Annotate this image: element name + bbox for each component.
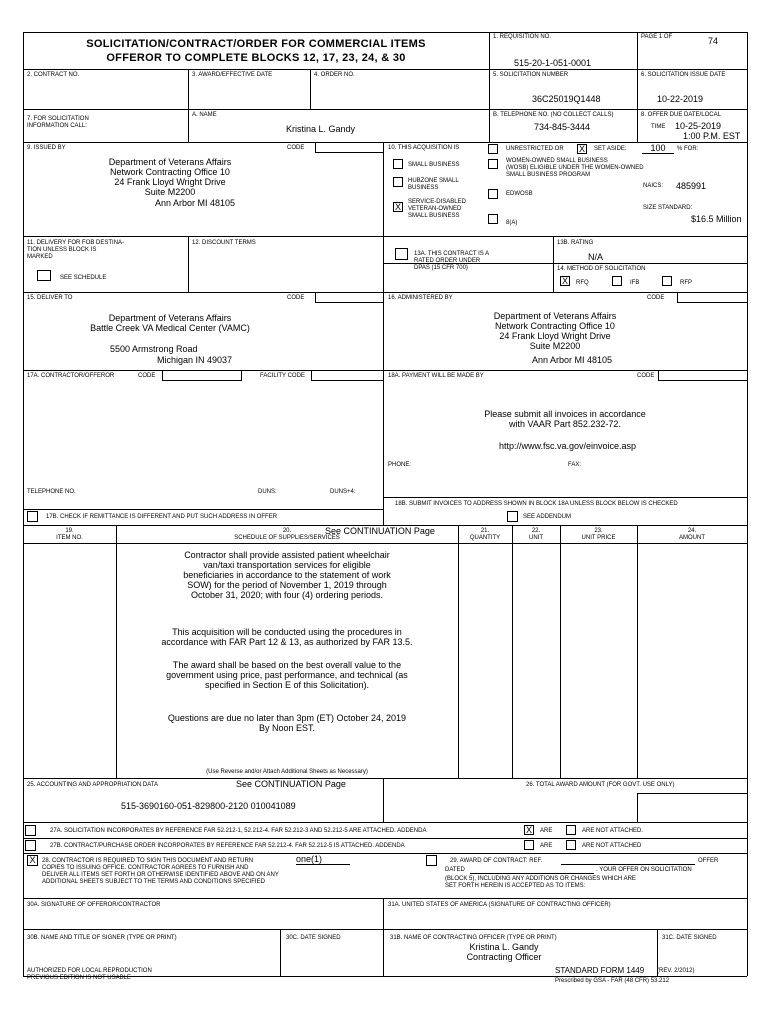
page-total: 74	[708, 36, 719, 46]
fax-label: FAX:	[568, 462, 582, 468]
small-business-checkbox[interactable]	[393, 159, 403, 169]
offeror-signature-label: 30A. SIGNATURE OF OFFEROR/CONTRACTOR	[27, 902, 161, 908]
name-label: A. NAME	[192, 112, 217, 118]
ifb-label: IFB	[630, 280, 640, 286]
27b-label: 27B. CONTRACT/PURCHASE ORDER INCORPORATES BY REFERENCE FAR 52.212-4. FAR 52.212-5 IS ATTACHED. ADDENDA	[50, 843, 405, 849]
telephone-no-label: TELEPHONE NO.	[27, 489, 76, 495]
invoice-instructions: Please submit all invoices in accordance with VAAR Part 852.232-72.	[484, 409, 646, 429]
administered-by-address: Department of Veterans Affairs Network Contracting Office 10 24 Frank Lloyd Wright Drive Suite M2200	[493, 311, 617, 351]
total-award-field[interactable]	[637, 793, 747, 822]
sdvosb-checkbox[interactable]: X	[394, 202, 401, 212]
set-aside-checkbox[interactable]: X	[578, 144, 585, 154]
unit-header: 22. UNIT	[529, 528, 543, 541]
schedule-award-basis: The award shall be based on the best overall value to the government using price, past performance, and technical (as specified in Section E of this Solicitation).	[166, 660, 408, 690]
sdvosb-label: SERVICE-DISABLED VETERAN-OWNED SMALL BUSINESS	[408, 199, 466, 219]
schedule-questions: Questions are due no later than 3pm (ET) October 24, 2019 By Noon EST.	[167, 713, 407, 733]
award-of-contract-label: 29. AWARD OF CONTRACT: REF.	[450, 858, 543, 864]
27a-are-label: ARE	[540, 828, 553, 834]
administered-by-label: 16. ADMINISTERED BY	[388, 295, 453, 301]
schedule-procedures: This acquisition will be conducted using the procedures in accordance with FAR Part 12 & 13, as authorized by FAR 13.5.	[161, 627, 413, 647]
officer-date-label: 31C. DATE SIGNED	[662, 935, 717, 941]
issued-by-city: Ann Arbor MI 48105	[155, 198, 236, 208]
payment-code-field[interactable]	[658, 371, 747, 381]
time-label: TIME	[651, 124, 666, 130]
ifb-checkbox[interactable]	[612, 276, 622, 286]
contract-no-label: 2. CONTRACT NO.	[27, 72, 80, 78]
edwosb-checkbox[interactable]	[488, 189, 498, 199]
wosb-checkbox[interactable]	[488, 159, 498, 169]
method-label: 14. METHOD OF SOLICITATION	[557, 266, 646, 272]
order-no-label: 4. ORDER NO.	[314, 72, 355, 78]
issue-date: 10-22-2019	[657, 94, 704, 104]
issued-by-code-label: CODE	[287, 145, 305, 151]
page-label: PAGE 1 OF	[641, 34, 673, 40]
see-addendum-label: SEE ADDENDUM	[523, 514, 572, 520]
see-addendum-checkbox[interactable]	[507, 511, 518, 522]
deliver-to-code-field[interactable]	[315, 293, 383, 303]
requisition-label: 1. REQUISITION NO.	[493, 34, 552, 40]
offer-label: OFFER	[698, 858, 719, 864]
requisition-number: 515-20-1-051-0001	[514, 58, 592, 68]
telephone-label: B. TELEPHONE NO. (NO COLLECT CALLS)	[493, 112, 614, 118]
rated-order-checkbox[interactable]	[395, 248, 408, 260]
schedule-description: Contractor shall provide assisted patient wheelchair van/taxi transportation services for eligible beneficiaries in accordance to the statement of work SOW) for the period of November 1, 2019 through October 31, 2020; with four (4) ordering periods.	[183, 550, 391, 600]
signer-name-label: 30B. NAME AND TITLE OF SIGNER (TYPE OR PRINT)	[27, 935, 177, 941]
award-ref-line[interactable]	[561, 864, 695, 865]
quantity-header: 21. QUANTITY	[469, 528, 501, 541]
deliver-to-code-label: CODE	[287, 295, 305, 301]
rfq-label: RFQ	[576, 280, 589, 286]
offeror-date-label: 30C. DATE SIGNED	[286, 935, 341, 941]
size-standard-value: $16.5 Million	[691, 214, 742, 224]
form-title: SOLICITATION/CONTRACT/ORDER FOR COMMERCIAL ITEMS OFFEROR TO COMPLETE BLOCKS 12, 17, 23, 24, & 30	[86, 38, 426, 64]
footer-reproduction-note: AUTHORIZED FOR LOCAL REPRODUCTION PREVIOUS EDITION IS NOT USABLE	[27, 968, 152, 981]
rating-label: 13B. RATING	[557, 240, 594, 246]
standard-form-label: STANDARD FORM 1449	[555, 966, 645, 975]
prescribed-by: Prescribed by GSA - FAR (48 CFR) 53.212	[555, 978, 670, 984]
rfp-label: RFP	[680, 280, 692, 286]
wosb-label: WOMEN-OWNED SMALL BUSINESS (WOSB) ELIGIBLE UNDER THE WOMEN-OWNED SMALL BUSINESS PROGRAM	[506, 158, 644, 178]
phone-label: PHONE:	[388, 462, 412, 468]
info-call-label: 7. FOR SOLICITATION INFORMATION CALL:	[27, 116, 89, 129]
your-offer-label: . YOUR OFFER ON SOLICITATION	[596, 867, 692, 873]
27a-are-checkbox[interactable]: X	[525, 825, 532, 835]
officer-name: Kristina L. Gandy Contracting Officer	[466, 942, 542, 962]
see-schedule-checkbox[interactable]	[37, 270, 51, 281]
facility-code-label: FACILITY CODE	[260, 373, 305, 379]
27a-checkbox[interactable]	[25, 825, 36, 836]
rating-value: N/A	[588, 252, 604, 262]
telephone-number: 734-845-3444	[534, 122, 591, 132]
schedule-continuation: See CONTINUATION Page	[325, 526, 435, 536]
deliver-to-city: Michigan IN 49037	[157, 355, 233, 365]
hubzone-label: HUBZONE SMALL BUSINESS	[408, 178, 459, 191]
27a-label: 27A. SOLICITATION INCORPORATES BY REFERENCE FAR 52.212-1, 52.212-4. FAR 52.212-3 AND 52.212-5 ARE ATTACHED. ADDENDA	[50, 828, 427, 834]
offer-due-label: 8. OFFER DUE DATE/LOCAL	[641, 112, 721, 118]
solicitation-number-label: 5. SOLICITATION NUMBER	[493, 72, 569, 78]
issued-by-address: Department of Veterans Affairs Network Contracting Office 10 24 Frank Lloyd Wright Drive Suite M2200	[108, 157, 232, 197]
rated-order-label: 13A. THIS CONTRACT IS A RATED ORDER UNDER DPAS (15 CFR 700)	[414, 251, 490, 271]
invoice-url[interactable]: http://www.fsc.va.gov/einvoice.asp	[499, 441, 637, 451]
copies-count: one(1)	[296, 854, 350, 865]
dated-label: DATED	[445, 867, 465, 873]
27a-are-not-checkbox[interactable]	[566, 825, 576, 835]
deliver-to-address: Department of Veterans Affairs Battle Creek VA Medical Center (VAMC)	[90, 313, 250, 333]
27b-checkbox[interactable]	[25, 840, 36, 851]
accounting-continuation: See CONTINUATION Page	[236, 779, 346, 789]
28-label: 28. CONTRACTOR IS REQUIRED TO SIGN THIS DOCUMENT AND RETURN COPIES TO ISSUING OFFICE. CONTRACTOR AGREES TO FURNISH AND DELIVER ALL ITEMS SET FORTH OR OTHERWISE IDENTIFIED ABOVE AND ON ANY ADDITIONAL SHEETS SUBJECT TO THE TERMS AND CONDITIONS SPECIFIED	[42, 858, 279, 885]
issued-by-code-field[interactable]	[315, 143, 383, 153]
amount-header: 24. AMOUNT	[679, 528, 705, 541]
block5-label: (BLOCK 5), INCLUDING ANY ADDITIONS OR CHANGES WHICH ARE SET FORTH HEREIN IS ACCEPTED AS TO ITEMS:	[445, 876, 636, 889]
27b-are-label: ARE	[540, 843, 553, 849]
deliver-to-street: 5500 Armstrong Road	[110, 344, 198, 354]
27b-are-checkbox[interactable]	[524, 840, 534, 850]
item-no-header: 19. ITEM NO.	[56, 528, 83, 541]
discount-terms-label: 12. DISCOUNT TERMS	[192, 240, 256, 246]
duns4-label: DUNS+4:	[330, 489, 356, 495]
eight-a-label: 8(A)	[506, 220, 518, 226]
accounting-value: 515-3690160-051-829800-2120 010041089	[121, 801, 296, 811]
27b-are-not-label: ARE NOT ATTACHED	[582, 843, 642, 849]
dated-line[interactable]	[470, 873, 594, 874]
administered-by-city: Ann Arbor MI 48105	[532, 355, 613, 365]
payment-code-label: CODE	[637, 373, 655, 379]
set-aside-label: SET ASIDE:	[594, 146, 627, 152]
unrestricted-label: UNRESTRICTED OR	[506, 146, 564, 152]
accounting-label: 25. ACCOUNTING AND APPROPRIATION DATA	[27, 782, 159, 788]
28-checkbox[interactable]: X	[27, 855, 38, 866]
administered-by-code-label: CODE	[647, 295, 665, 301]
duns-label: DUNS:	[258, 489, 277, 495]
solicitation-number: 36C25019Q1448	[532, 94, 601, 104]
fob-delivery-label: 11. DELIVERY FOR FOB DESTINA- TION UNLESS BLOCK IS MARKED	[27, 240, 125, 260]
contractor-code-label: CODE	[138, 373, 156, 379]
issued-by-label: 9. ISSUED BY	[27, 145, 66, 151]
unrestricted-checkbox[interactable]	[488, 144, 498, 154]
submit-invoices-label: 18B. SUBMIT INVOICES TO ADDRESS SHOWN IN BLOCK 18A UNLESS BLOCK BELOW IS CHECKED	[395, 501, 678, 507]
set-aside-percent: 100	[642, 143, 674, 154]
hubzone-checkbox[interactable]	[393, 177, 403, 187]
contractor-label: 17A. CONTRACTOR/OFFEROR	[27, 373, 115, 379]
offer-due-date: 10-25-2019	[675, 121, 722, 131]
rfp-checkbox[interactable]	[662, 276, 672, 286]
contact-name: Kristina L. Gandy	[286, 124, 356, 134]
contractor-code-field[interactable]	[162, 371, 242, 381]
see-schedule-label: SEE SCHEDULE	[60, 275, 107, 281]
deliver-to-label: 15. DELIVER TO	[27, 295, 73, 301]
29-checkbox[interactable]	[426, 855, 437, 866]
unit-price-header: 23. UNIT PRICE	[581, 528, 616, 541]
offer-due-time: 1:00 P.M. EST	[683, 131, 741, 141]
size-standard-label: SIZE STANDARD:	[643, 205, 693, 211]
rfq-checkbox[interactable]: X	[561, 276, 568, 286]
award-date-label: 3. AWARD/EFFECTIVE DATE	[192, 72, 273, 78]
eight-a-checkbox[interactable]	[488, 214, 498, 224]
naics-value: 485991	[676, 181, 707, 191]
officer-name-label: 31B. NAME OF CONTRACTING OFFICER (TYPE OR PRINT)	[390, 935, 557, 941]
remittance-label: 17B. CHECK IF REMITTANCE IS DIFFERENT AND PUT SUCH ADDRESS IN OFFER	[46, 514, 278, 520]
edwosb-label: EDWOSB	[506, 191, 533, 197]
issue-date-label: 6. SOLICITATION ISSUE DATE	[641, 72, 726, 78]
facility-code-field[interactable]	[311, 371, 383, 381]
percent-for-label: % FOR:	[677, 146, 699, 152]
total-award-label: 26. TOTAL AWARD AMOUNT (FOR GOVT. USE ONLY)	[526, 782, 675, 788]
acquisition-label: 10. THIS ACQUISITION IS	[388, 145, 460, 151]
remittance-checkbox[interactable]	[27, 511, 38, 522]
reverse-note: (Use Reverse and/or Attach Additional Sheets as Necessary)	[206, 769, 368, 775]
27a-are-not-label: ARE NOT ATTACHED.	[582, 828, 644, 834]
officer-signature-label: 31A. UNITED STATES OF AMERICA (SIGNATURE OF CONTRACTING OFFICER)	[388, 902, 611, 908]
27b-are-not-checkbox[interactable]	[566, 840, 576, 850]
naics-label: NAICS:	[643, 183, 664, 189]
schedule-header: 20. SCHEDULE OF SUPPLIES/SERVICES	[234, 528, 340, 541]
form-revision: (REV. 2/2012)	[657, 968, 695, 974]
administered-by-code-field[interactable]	[677, 293, 747, 303]
small-business-label: SMALL BUSINESS	[408, 162, 460, 168]
payment-by-label: 18A. PAYMENT WILL BE MADE BY	[388, 373, 484, 379]
